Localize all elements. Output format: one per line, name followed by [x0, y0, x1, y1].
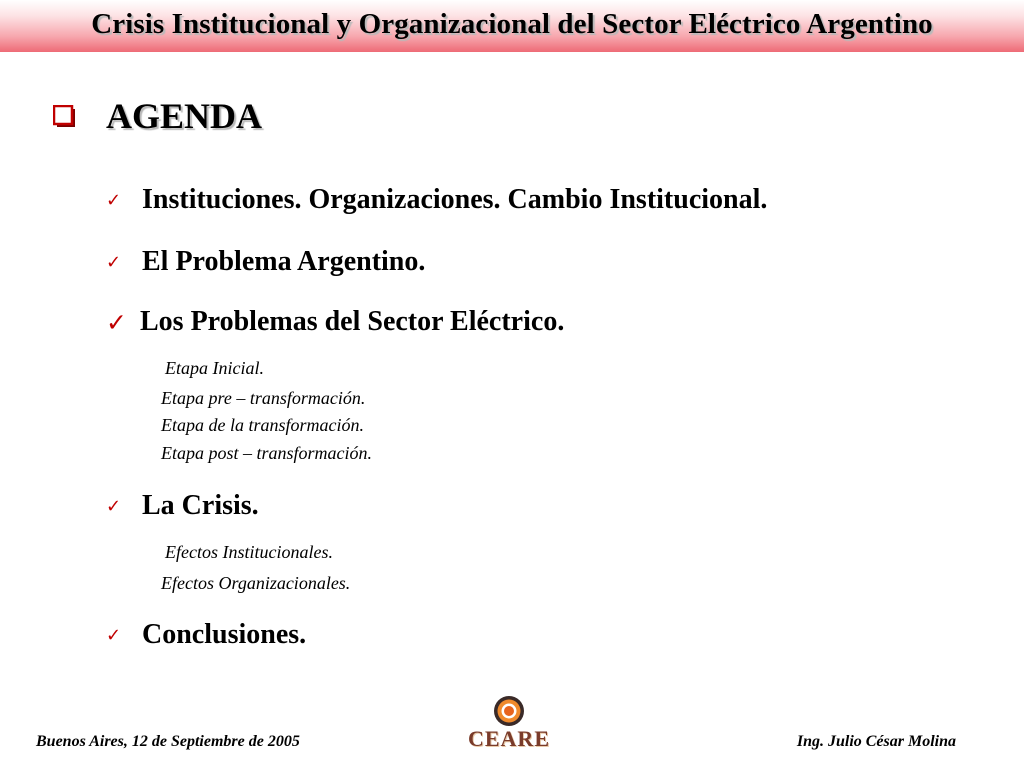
- check-icon: ✓: [106, 624, 122, 646]
- agenda-item-label: Los Problemas del Sector Eléctrico.: [140, 306, 565, 337]
- subitem-efectos-institucionales: Efectos Institucionales.: [165, 542, 333, 562]
- check-icon: ✓: [106, 251, 122, 273]
- agenda-item-label: El Problema Argentino.: [142, 246, 426, 277]
- ceare-logo-text: CEARE: [467, 726, 550, 751]
- slide-title: Crisis Institucional y Organizacional del Sector Eléctrico Argentino: [91, 8, 933, 40]
- ceare-logo: [462, 692, 556, 752]
- agenda-item-sector-electrico: [106, 306, 564, 338]
- agenda-item-conclusiones: [106, 619, 306, 651]
- check-icon: ✓: [106, 495, 122, 517]
- footer-location-date: Buenos Aires, 12 de Septiembre de 2005: [36, 733, 300, 750]
- agenda-item-problema-argentino: [106, 246, 425, 278]
- agenda-title: AGENDA: [106, 96, 263, 136]
- subitem-etapa-pre: Etapa pre – transformación.: [161, 388, 366, 408]
- agenda-item-label: Conclusiones.: [142, 619, 307, 650]
- check-icon: ✓: [106, 307, 127, 337]
- agenda-heading: [53, 94, 262, 138]
- check-icon: ✓: [106, 189, 122, 211]
- agenda-item-label: La Crisis.: [142, 490, 259, 521]
- subitem-efectos-organizacionales: Efectos Organizacionales.: [161, 573, 351, 593]
- subitem-etapa-transformacion: Etapa de la transformación.: [161, 415, 364, 435]
- agenda-item-crisis: [106, 490, 259, 522]
- subitem-etapa-inicial: Etapa Inicial.: [165, 358, 264, 378]
- agenda-item-label: Instituciones. Organizaciones. Cambio Institucional.: [142, 184, 768, 215]
- agenda-item-instituciones: [106, 184, 767, 216]
- subitem-etapa-post: Etapa post – transformación.: [161, 443, 373, 463]
- footer-author: Ing. Julio César Molina: [796, 733, 956, 750]
- checkbox-bullet-icon: [53, 105, 76, 128]
